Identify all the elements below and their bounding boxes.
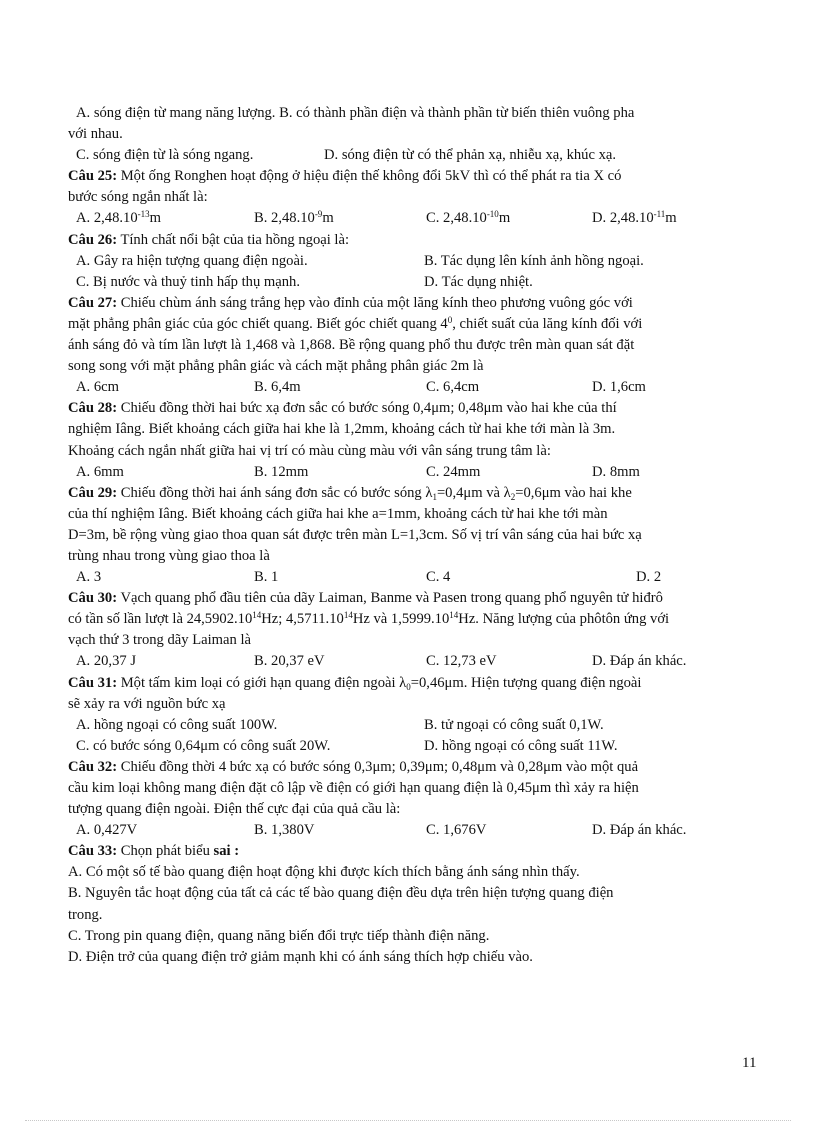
question-text: bước sóng ngắn nhất là: — [68, 189, 208, 206]
question-28 — [68, 398, 768, 419]
option-d: D. sóng điện từ có thể phản xạ, nhiễu xạ, khúc xạ. — [324, 147, 617, 164]
question-label: Câu 27: — [68, 294, 118, 311]
option-b: B. tử ngoại có công suất 0,1W. — [424, 716, 604, 733]
question-28-options — [68, 462, 768, 483]
option-c: C. 6,4cm — [426, 379, 480, 396]
option-a: A. 3 — [76, 569, 102, 586]
question-26 — [68, 230, 768, 251]
question-text: Chiếu đồng thời hai bức xạ đơn sắc có bước sóng 0,4μm; 0,48μm vào hai khe của thí — [117, 400, 617, 417]
question-33-option-d: D. Điện trở của quang điện trở giảm mạnh khi có ánh sáng thích hợp chiếu vào. — [68, 948, 533, 965]
option-c: C. 1,676V — [426, 822, 487, 839]
option-b: B. 12mm — [254, 463, 309, 480]
option-c: C. sóng điện từ là sóng ngang. — [76, 147, 254, 164]
question-33-option-b-cont: trong. — [68, 906, 103, 923]
option-b: B. 1,380V — [254, 822, 315, 839]
option-d: D. Đáp án khác. — [592, 653, 687, 670]
question-label: Câu 33: — [68, 843, 118, 860]
question-31-cont: sẽ xảy ra với nguồn bức xạ — [68, 695, 226, 712]
option-c: C. Bị nước và thuỷ tinh hấp thụ mạnh. — [76, 273, 300, 290]
question-32 — [68, 757, 768, 778]
option-b: B. 1 — [254, 569, 279, 586]
question-27-cont: ánh sáng đỏ và tím lần lượt là 1,468 và 1,868. Bề rộng quang phổ thu được trên màn quan sát đặt — [68, 337, 635, 354]
question-text: Chiếu đồng thời 4 bức xạ có bước sóng 0,3μm; 0,39μm; 0,48μm và 0,28μm vào một quả — [117, 758, 639, 775]
question-label: Câu 28: — [68, 400, 118, 417]
option-d: D. 1,6cm — [592, 379, 646, 396]
option-d: D. hồng ngoại có công suất 11W. — [424, 737, 618, 754]
question-25-options — [68, 208, 768, 229]
question-28-cont: Khoảng cách ngắn nhất giữa hai vị trí có màu cùng màu với vân sáng trung tâm là: — [68, 442, 551, 459]
option-a: A. $2,48.10^{-13}m$ — [76, 209, 161, 227]
option-c: C. $2,48.10^{-10}m$ — [426, 209, 511, 227]
question-label: Câu 30: — [68, 590, 118, 607]
option-a: A. hồng ngoại có công suất 100W. — [76, 716, 278, 733]
question-33-option-a: A. Có một số tế bào quang điện hoạt động khi được kích thích bằng ánh sáng nhìn thấy. — [68, 864, 580, 881]
question-32-options — [68, 820, 768, 841]
question-31-options-ab — [68, 715, 768, 736]
question-27-cont: mặt phẳng phân giác của góc chiết quang. Biết góc chiết quang $4^0$, chiết suất của lăng kính đối với — [68, 314, 643, 332]
question-31: Câu 31: Một tấm kim loại có giới hạn quang điện ngoài $\lambda_0=0,46\mu m$. Hiện tượng quang điện ngoài — [68, 674, 642, 692]
prev-option-ab — [68, 103, 768, 124]
option-b: B. $2,48.10^{-9}m$ — [254, 209, 334, 227]
option-a: A. Gây ra hiện tượng quang điện ngoài. — [76, 252, 308, 269]
option-a: A. 20,37 J — [76, 653, 136, 670]
question-label: Câu 29: — [68, 484, 118, 501]
question-29: Câu 29: Chiếu đồng thời hai ánh sáng đơn sắc có bước sóng $\lambda_1=0,4\mu m$ và $\lambda_2=0,6\mu m$ vào hai khe — [68, 484, 632, 502]
option-b: B. 20,37 eV — [254, 653, 325, 670]
question-text: Chiếu chùm ánh sáng trắng hẹp vào đỉnh của một lăng kính theo phương vuông góc với — [117, 294, 633, 311]
question-30-cont: có tần số lần lượt là 24,5902.10$^{14}$Hz; 4,5711.10$^{14}$Hz và 1,5999.10$^{14}$Hz. Năng lượng của phôtôn ứng với — [68, 610, 670, 628]
question-32-cont: cầu kim loại không mang điện đặt cô lập về điện có giới hạn quang điện là 0,45μm thì xảy ra hiện — [68, 780, 639, 796]
page-bottom-rule — [25, 1120, 791, 1121]
question-25-cont — [68, 187, 768, 208]
question-27 — [68, 293, 768, 314]
option-a: A. 6cm — [76, 379, 119, 396]
question-30-cont: vạch thứ 3 trong dãy Laiman là — [68, 632, 251, 649]
option-b: B. Tác dụng lên kính ảnh hồng ngoại. — [424, 252, 644, 269]
question-27-cont: song song với mặt phẳng phân giác và cách mặt phẳng phân giác 2m là — [68, 358, 484, 375]
option-c: C. 4 — [426, 569, 451, 586]
option-a: A. 6mm — [76, 463, 124, 480]
option-d: D. 2 — [636, 569, 662, 586]
page-number: 11 — [742, 1055, 757, 1071]
question-30-options — [68, 651, 768, 672]
question-33-option-b: B. Nguyên tắc hoạt động của tất cả các tế bào quang điện đều dựa trên hiện tượng quang điện — [68, 885, 614, 902]
question-29-cont: của thí nghiệm Iâng. Biết khoảng cách giữa hai khe a=1mm, khoảng cách từ hai khe tới màn — [68, 505, 608, 522]
question-label: Câu 31: — [68, 674, 118, 691]
option-c: C. có bước sóng 0,64μm có công suất 20W. — [76, 737, 331, 754]
option-b: B. 6,4m — [254, 379, 301, 396]
question-32-cont: tượng quang điện ngoài. Điện thế cực đại của quả cầu là: — [68, 801, 401, 818]
option-c: C. 12,73 eV — [426, 653, 497, 670]
question-text: Một ống Ronghen hoạt động ở hiệu điện thế không đổi 5kV thì có thể phát ra tia X có — [117, 168, 622, 185]
question-label: Câu 26: — [68, 231, 118, 248]
question-29-cont: trùng nhau trong vùng giao thoa là — [68, 547, 270, 564]
question-text: Tính chất nổi bật của tia hồng ngoại là: — [117, 231, 350, 248]
option-d: D. $2,48.10^{-11}m$ — [592, 209, 677, 227]
question-29-cont: D=3m, bề rộng vùng giao thoa quan sát được trên màn L=1,3cm. Số vị trí vân sáng của hai bức xạ — [68, 526, 642, 543]
option-c: C. 24mm — [426, 463, 481, 480]
question-33: Câu 33: Chọn phát biểu sai : — [68, 843, 240, 860]
question-28-cont: nghiệm Iâng. Biết khoảng cách giữa hai khe là 1,2mm, khoảng cách từ hai khe tới màn là 3m. — [68, 421, 616, 438]
option-text: A. sóng điện từ mang năng lượng. B. có thành phần điện và thành phần từ biến thiên vuông pha — [76, 105, 635, 121]
question-label: Câu 25: — [68, 168, 118, 185]
question-31-options-cd — [68, 736, 768, 757]
question-label: Câu 32: — [68, 758, 118, 775]
option-a: A. 0,427V — [76, 822, 138, 839]
page-content — [68, 103, 768, 968]
question-25 — [68, 166, 768, 187]
option-text: với nhau. — [68, 126, 123, 143]
prev-options-cd — [68, 145, 768, 166]
question-text: Vạch quang phổ đầu tiên của dãy Laiman, Banme và Pasen trong quang phổ nguyên tử hiđrô — [117, 590, 663, 607]
option-d: D. Tác dụng nhiệt. — [424, 273, 533, 290]
question-26-options-ab — [68, 251, 768, 272]
option-d: D. 8mm — [592, 463, 640, 480]
question-27-options — [68, 377, 768, 398]
option-d: D. Đáp án khác. — [592, 822, 687, 839]
question-30 — [68, 588, 768, 609]
question-26-options-cd — [68, 272, 768, 293]
prev-option-b-cont — [68, 124, 768, 145]
question-33-option-c: C. Trong pin quang điện, quang năng biến đổi trực tiếp thành điện năng. — [68, 927, 490, 944]
question-29-options — [68, 567, 768, 588]
